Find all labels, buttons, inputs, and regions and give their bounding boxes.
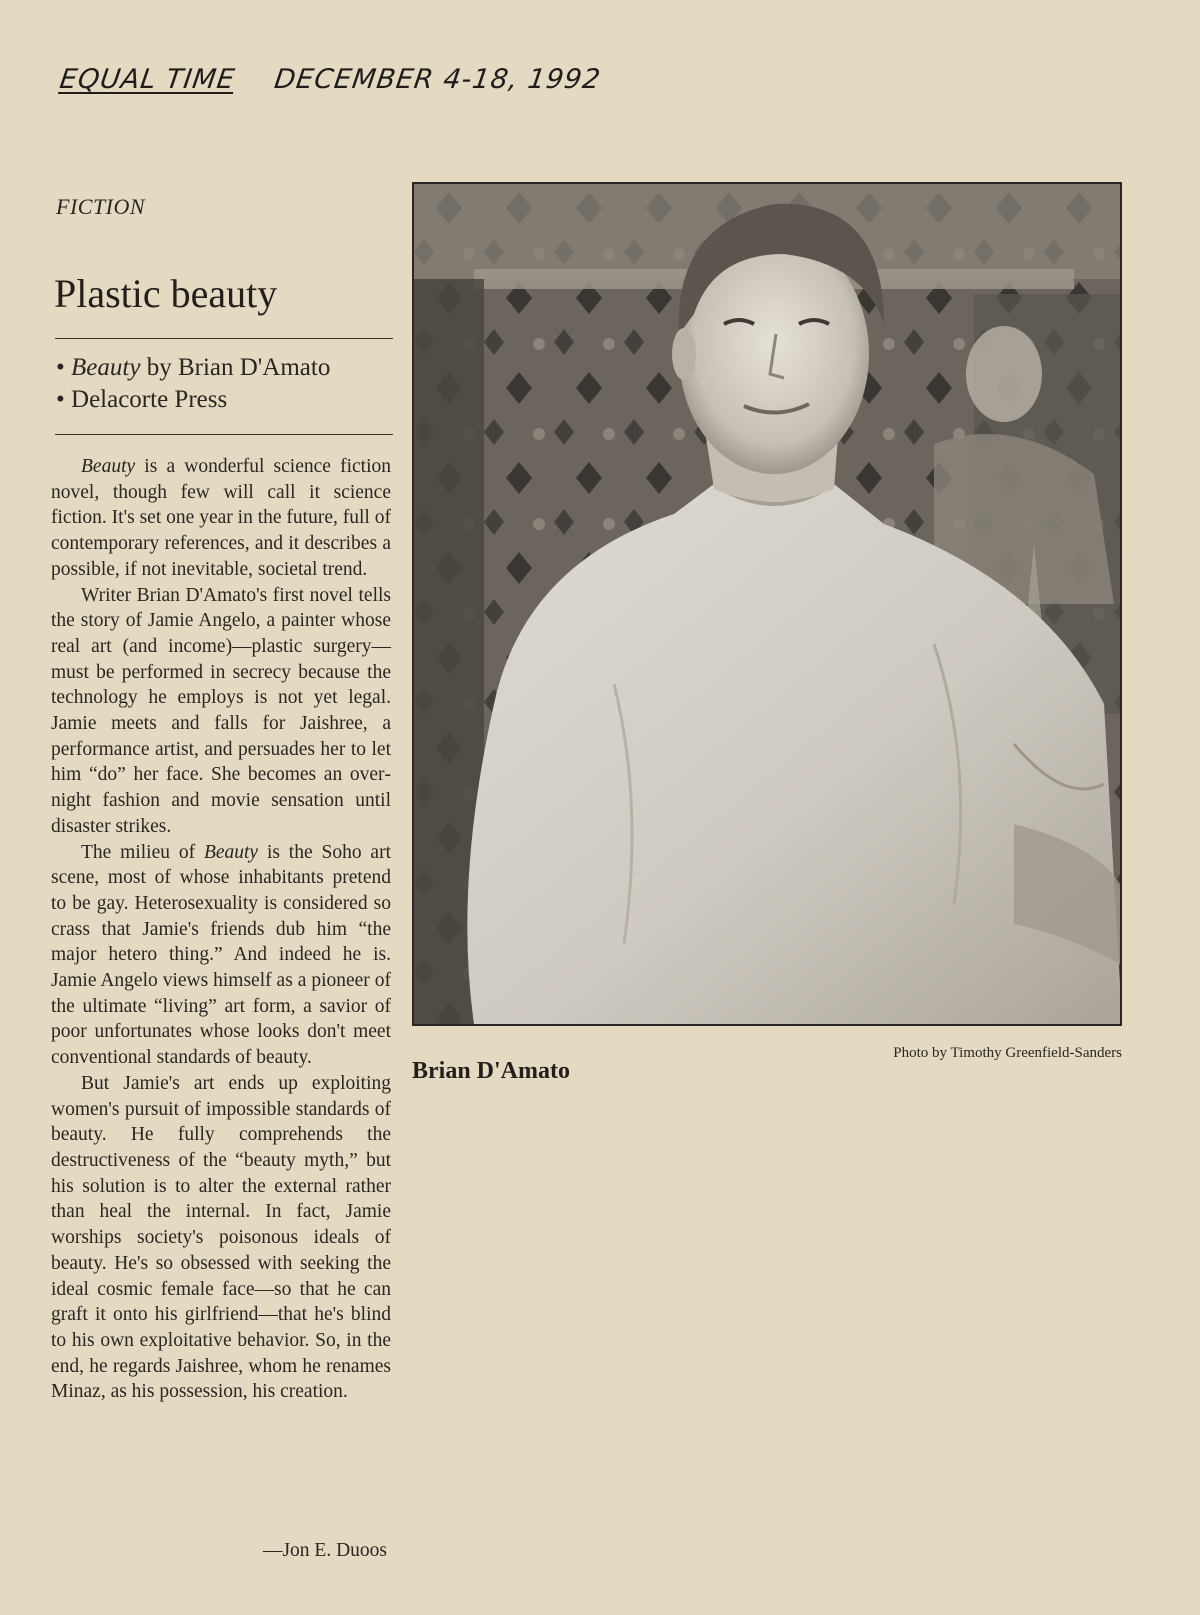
book-publisher: Delacorte Press <box>71 386 228 413</box>
paragraph-3-pre: The milieu of <box>81 841 204 863</box>
paragraph-3 <box>51 840 391 1071</box>
article-headline: Plastic beauty <box>54 271 278 316</box>
section-label: FICTION <box>56 194 146 219</box>
book-title-line <box>56 352 330 384</box>
book-info <box>56 352 330 416</box>
divider-top <box>55 338 393 339</box>
article-body <box>51 454 391 1405</box>
handwritten-annotation <box>58 64 603 95</box>
book-title: Beauty <box>71 354 141 381</box>
book-author: by Brian D'Amato <box>140 354 331 381</box>
paragraph-1 <box>51 454 391 583</box>
author-photo <box>412 182 1122 1026</box>
paragraph-3-post: is the Soho art scene, most of whose inhabitants pretend to be gay. Heterosexuality is considered so crass that Jamie's friends dub him “the major hetero thing.” And indeed he is. Jamie Angelo views himself as a pioneer of the ultimate “living” art form, a savior of poor unfortunates whose looks don't meet conventional standards of beauty. <box>51 841 391 1069</box>
publication-date: DECEMBER 4-18, 1992 <box>272 64 603 95</box>
book-title-inline: Beauty <box>81 456 136 477</box>
publication-name: EQUAL TIME <box>57 64 238 95</box>
divider-bottom <box>55 434 393 435</box>
paragraph-2: Writer Brian D'Amato's first novel tells the story of Jamie Angelo, a painter whose real art (and income)—plastic surgery—must be performed in secrecy because the technology he employs is not yet legal. Jamie meets and falls for Jaishree, a performance artist, and persuades her to let him “do” her face. She becomes an overnight fashion and movie sensation until disaster strikes. <box>51 584 391 837</box>
author-signature: —Jon E. Duoos <box>262 1540 387 1561</box>
book-publisher-line <box>56 384 330 416</box>
author-photo-image <box>414 184 1120 1024</box>
photo-caption: Brian D'Amato <box>412 1058 570 1084</box>
paragraph-4: But Jamie's art ends up exploiting women's pursuit of impossible standards of beauty. He fully comprehends the destructiveness of the “beauty myth,” but his solution is to alter the external rather than heal the internal. In fact, Jamie worships society's poisonous ideals of beauty. He's so obsessed with seeking the ideal cosmic female face—so that he can graft it onto his girlfriend—that he's blind to his own exploitative behavior. So, in the end, he regards Jaishree, whom he renames Minaz, as his possession, his creation. <box>51 1072 391 1403</box>
bullet-icon: • <box>56 354 65 381</box>
bullet-icon: • <box>56 386 65 413</box>
photo-credit: Photo by Timothy Greenfield-Sanders <box>893 1045 1122 1061</box>
paragraph-1-text: is a wonderful science fiction novel, though few will call it science fiction. It's set one year in the future, full of contemporary references, and it describes a possible, if not inevitable, societal trend. <box>51 456 391 580</box>
book-title-inline: Beauty <box>203 841 259 863</box>
